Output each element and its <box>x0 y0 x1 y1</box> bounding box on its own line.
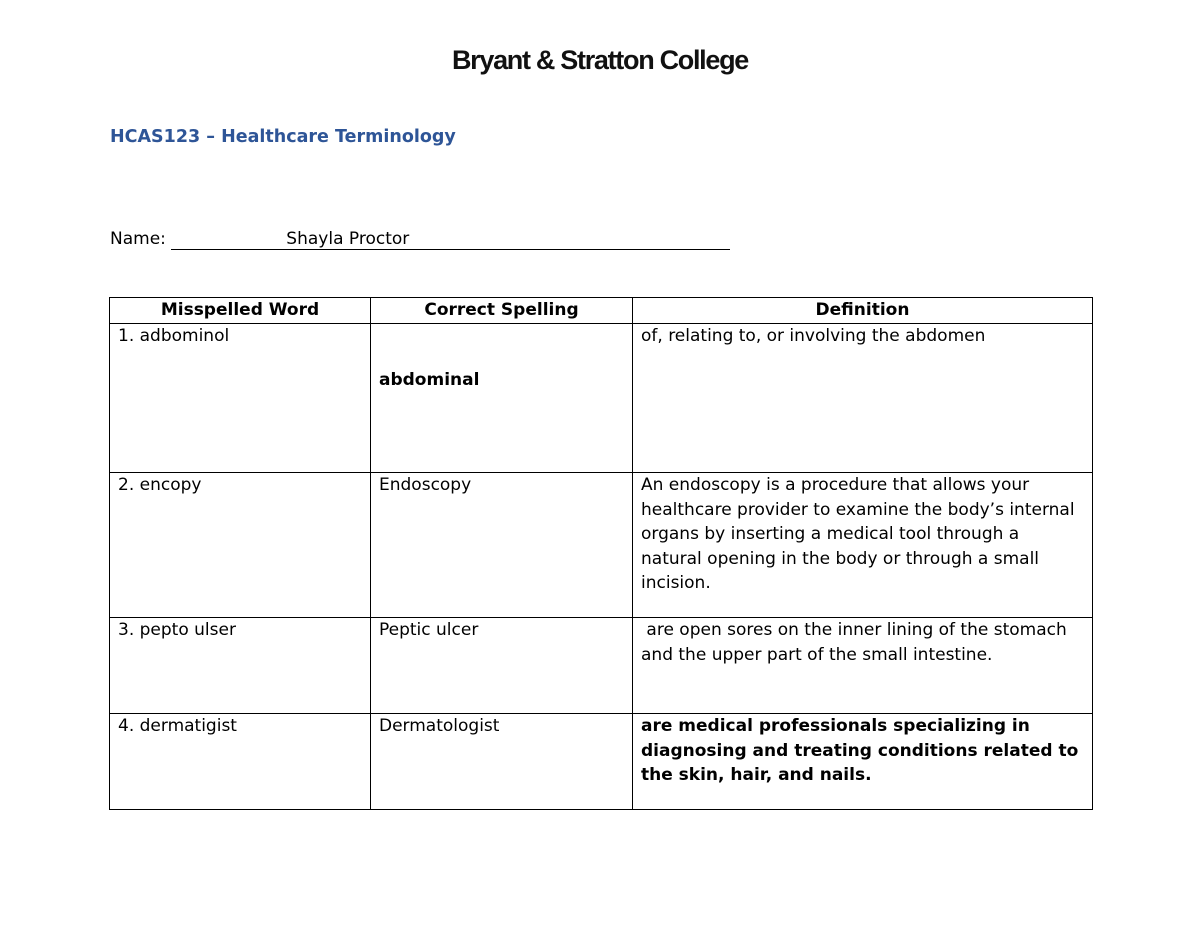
header-definition: Definition <box>633 298 1093 324</box>
definition-cell: of, relating to, or involving the abdomen <box>633 324 1093 473</box>
misspelled-cell: 2. encopy <box>110 473 371 618</box>
correct-cell: Endoscopy <box>371 473 633 618</box>
name-field <box>110 229 730 250</box>
correct-text: abdominal <box>379 370 480 390</box>
course-title: HCAS123 – Healthcare Terminology <box>110 127 456 147</box>
misspelled-cell: 1. adbominol <box>110 324 371 473</box>
table-row <box>110 714 1093 810</box>
definition-cell: are medical professionals specializing in diagnosing and treating conditions related to the skin, hair, and nails. <box>633 714 1093 810</box>
correct-cell: Peptic ulcer <box>371 618 633 714</box>
correct-cell: Dermatologist <box>371 714 633 810</box>
misspelled-cell: 3. pepto ulser <box>110 618 371 714</box>
name-value: Shayla Proctor <box>171 230 730 250</box>
definition-cell: An endoscopy is a procedure that allows your healthcare provider to examine the body’s internal organs by inserting a medical tool through a natural opening in the body or through a small incision. <box>633 473 1093 618</box>
table-row <box>110 324 1093 473</box>
table-header-row <box>110 298 1093 324</box>
correct-cell <box>371 324 633 473</box>
table-row <box>110 473 1093 618</box>
header-misspelled-word: Misspelled Word <box>110 298 371 324</box>
definition-cell: are open sores on the inner lining of the stomach and the upper part of the small intestine. <box>633 618 1093 714</box>
college-logo: Bryant & Stratton College <box>451 45 749 75</box>
terminology-table <box>109 297 1093 810</box>
table-row <box>110 618 1093 714</box>
name-label: Name: <box>110 229 166 249</box>
misspelled-cell: 4. dermatigist <box>110 714 371 810</box>
header-correct-spelling: Correct Spelling <box>371 298 633 324</box>
